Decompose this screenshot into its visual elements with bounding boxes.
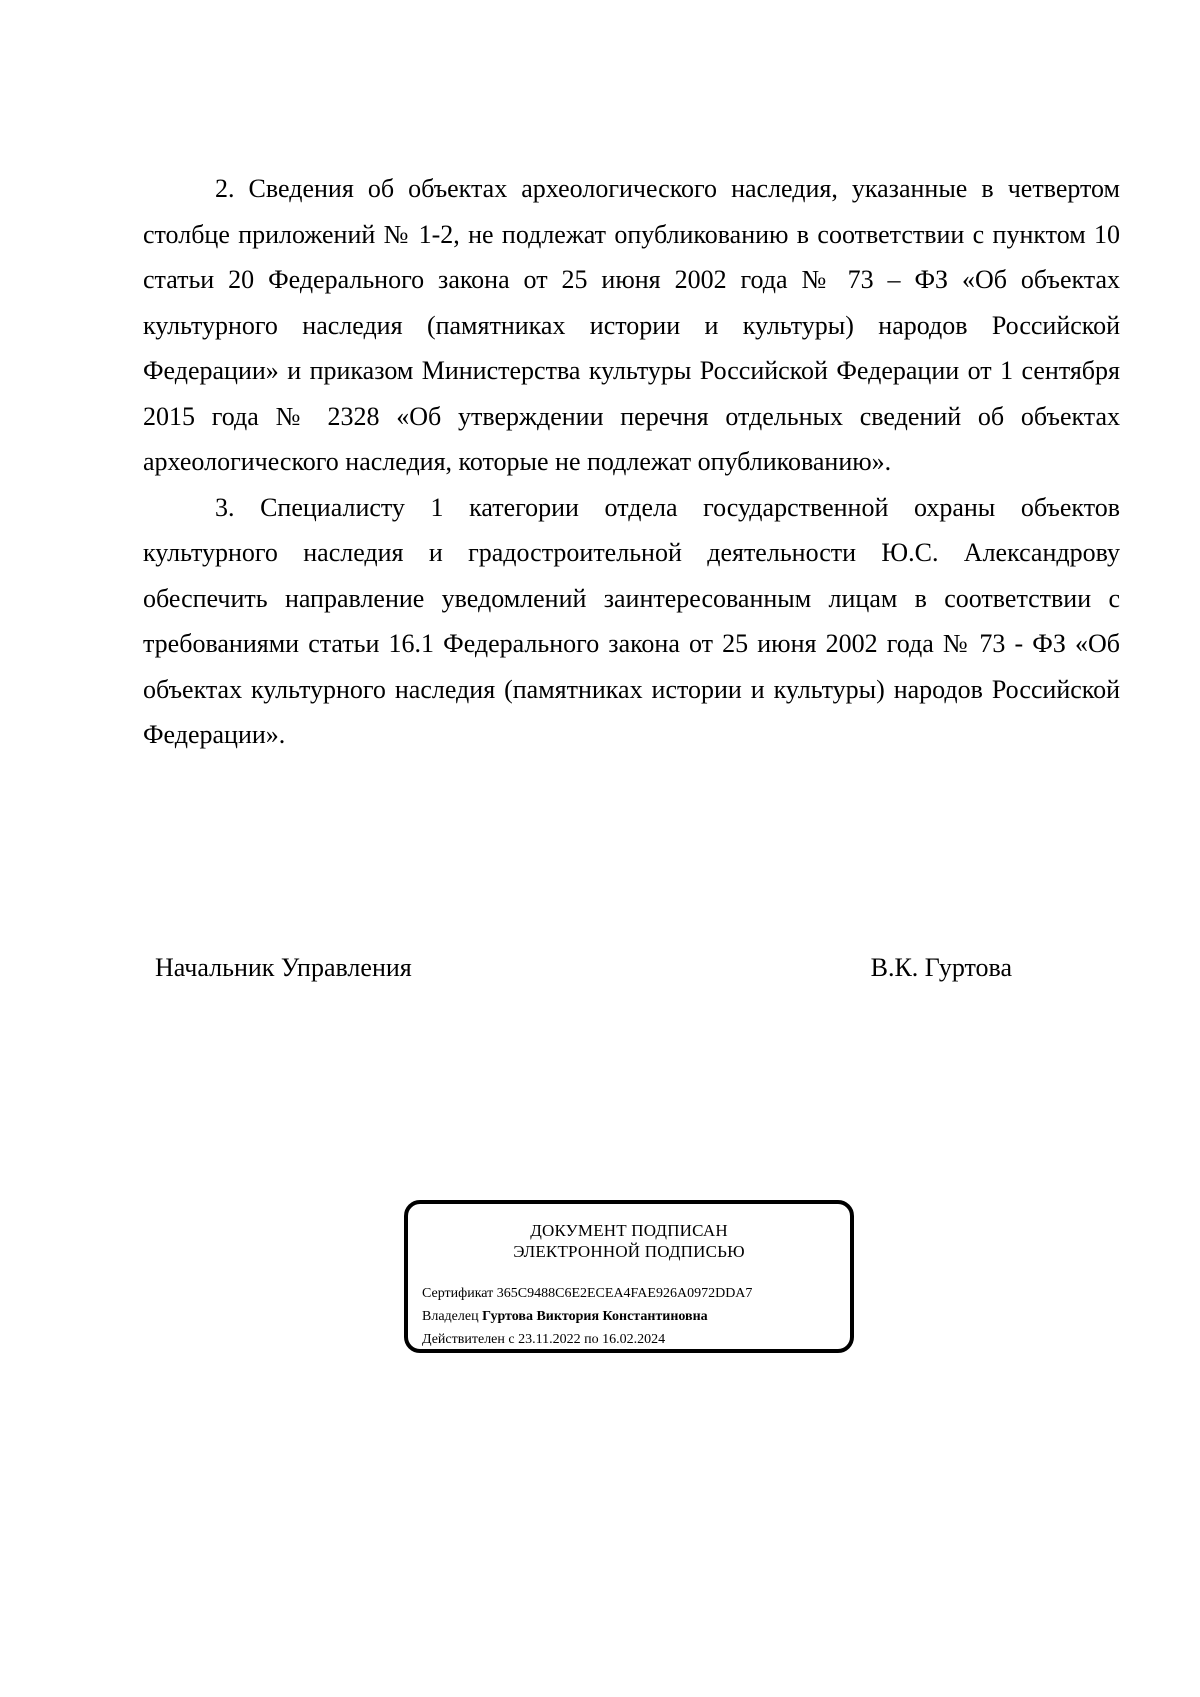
paragraph-2: 2. Сведения об объектах археологического наследия, указанные в четвертом столбце приложений № 1-2, не подлежат опубликованию в соответствии с пунктом 10 статьи 20 Федерального закона от 25 июня 2002 года № 73 – ФЗ «Об объектах культурного наследия (памятниках истории и культуры) народов Российской Федерации» и приказом Министерства культуры Российской Федерации от 1 сентября 2015 года № 2328 «Об утверждении перечня отдельных сведений об объектах археологического наследия, которые не подлежат опубликованию». — [143, 174, 1120, 476]
certificate-value: 365C9488C6E2ECEA4FAE926A0972DDA7 — [496, 1286, 753, 1301]
signatory-position: Начальник Управления — [155, 953, 412, 982]
owner-line — [422, 1305, 842, 1328]
valid-from-date: 23.11.2022 — [518, 1332, 581, 1347]
certificate-label: Сертификат — [422, 1286, 494, 1301]
document-body — [143, 166, 1120, 758]
stamp-details — [422, 1282, 842, 1351]
owner-label: Владелец — [422, 1309, 479, 1324]
paragraph-3: 3. Специалисту 1 категории отдела государственной охраны объектов культурного наследия и градостроительной деятельности Ю.С. Александрову обеспечить направление уведомлений заинтересованным лицам в соответствии с требованиями статьи 16.1 Федерального закона от 25 июня 2002 года № 73 - ФЗ «Об объектах культурного наследия (памятниках истории и культуры) народов Российской Федерации». — [143, 492, 1120, 749]
stamp-title-line-1: ДОКУМЕНТ ПОДПИСАН — [530, 1221, 728, 1240]
stamp-title-line-2: ЭЛЕКТРОННОЙ ПОДПИСЬЮ — [513, 1242, 745, 1261]
signatory-name: В.К. Гуртова — [870, 953, 1012, 982]
valid-from-label: Действителен с — [422, 1332, 515, 1347]
electronic-signature-stamp — [404, 1200, 854, 1353]
stamp-title — [408, 1220, 850, 1262]
validity-line — [422, 1328, 842, 1351]
owner-value: Гуртова Виктория Константиновна — [482, 1309, 708, 1324]
valid-to-date: 16.02.2024 — [602, 1332, 666, 1347]
certificate-line — [422, 1282, 842, 1305]
valid-to-label: по — [584, 1332, 599, 1347]
